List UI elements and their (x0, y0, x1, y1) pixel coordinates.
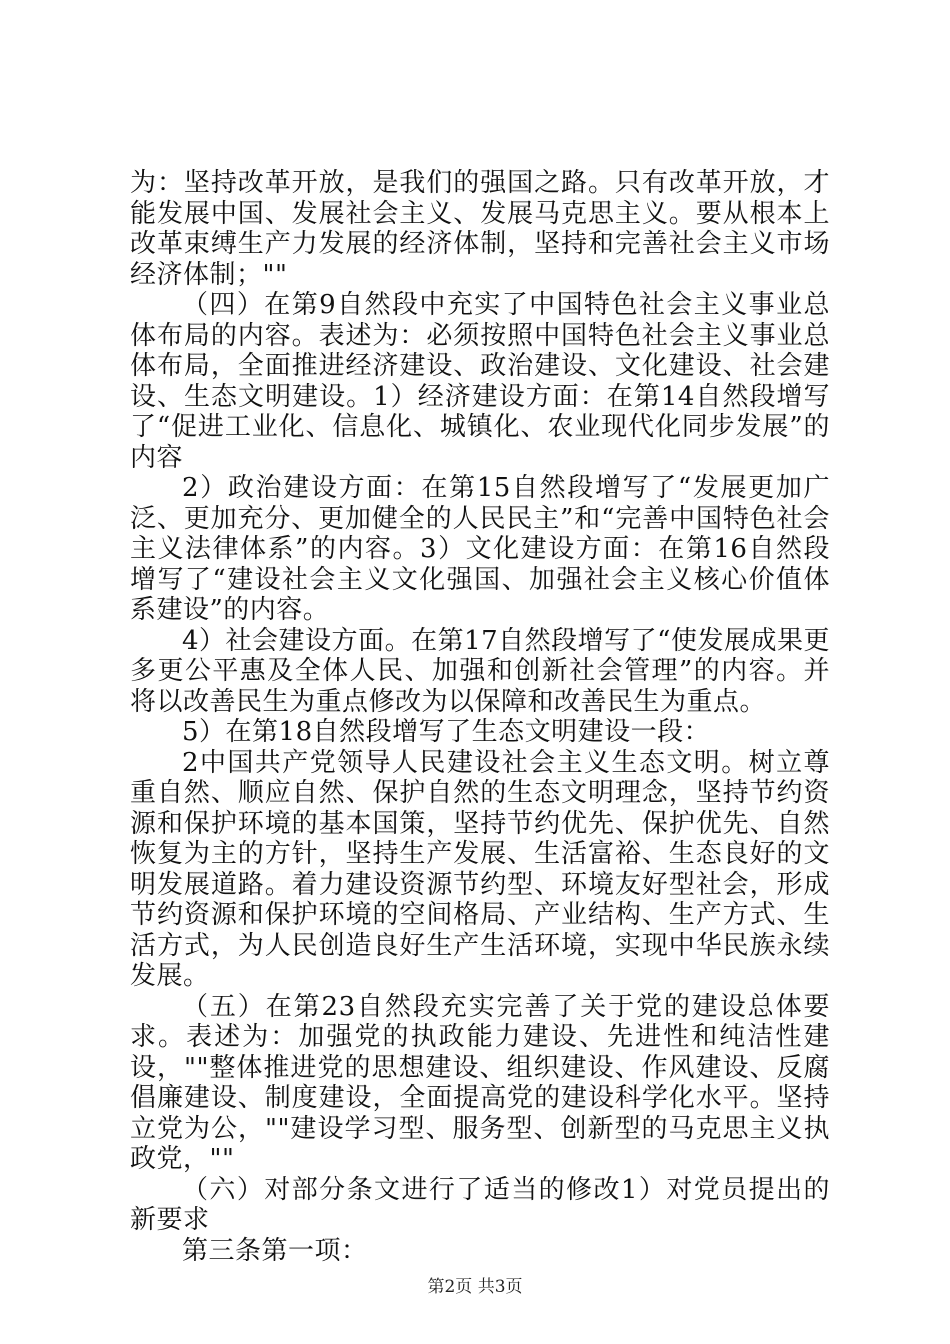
paragraph-section-six: （六）对部分条文进行了适当的修改1）对党员提出的新要求 (130, 1174, 830, 1235)
document-body (130, 168, 830, 1266)
paragraph-reform-opening: 为：坚持改革开放，是我们的强国之路。只有改革开放，才能发展中国、发展社会主义、发展马克思主义。要从根本上改革束缚生产力发展的经济体制，坚持和完善社会主义市场经济体制；"" (130, 168, 830, 290)
paragraph-ecological-intro: 5）在第18自然段增写了生态文明建设一段： (182, 717, 711, 747)
paragraph-political-cultural-building: 2）政治建设方面：在第15自然段增写了“发展更加广泛、更加充分、更加健全的人民民主”和“完善中国特色社会主义法律体系”的内容。3）文化建设方面：在第16自然段增写了“建设社会主义文化强国、加强社会主义核心价值体系建设”的内容。 (130, 473, 830, 625)
paragraph-social-building: 4）社会建设方面。在第17自然段增写了“使发展成果更多更公平惠及全体人民、加强和创新社会管理”的内容。并将以改善民生为重点修改为以保障和改善民生为重点。 (130, 625, 830, 717)
paragraph-ecological-civilization: 2中国共产党领导人民建设社会主义生态文明。树立尊重自然、顺应自然、保护自然的生态文明理念，坚持节约资源和保护环境的基本国策，坚持节约优先、保护优先、自然恢复为主的方针，坚持生产发展、生活富裕、生态良好的文明发展道路。着力建设资源节约型、环境友好型社会，形成节约资源和保护环境的空间格局、产业结构、生产方式、生活方式，为人民创造良好生产生活环境，实现中华民族永续发展。 (130, 747, 830, 991)
paragraph-article-three: 第三条第一项： (182, 1235, 368, 1266)
paragraph-section-five: （五）在第23自然段充实完善了关于党的建设总体要求。表述为：加强党的执政能力建设、先进性和纯洁性建设，""整体推进党的思想建设、组织建设、作风建设、反腐倡廉建设、制度建设，全面提高党的建设科学化水平。坚持立党为公，""建设学习型、服务型、创新型的马克思主义执政党，"" (130, 991, 830, 1174)
paragraph-section-four: （四）在第9自然段中充实了中国特色社会主义事业总体布局的内容。表述为：必须按照中国特色社会主义事业总体布局，全面推进经济建设、政治建设、文化建设、社会建设、生态文明建设。1）经济建设方面：在第14自然段增写了“促进工业化、信息化、城镇化、农业现代化同步发展”的内容 (130, 290, 830, 473)
page-number-footer: 第2页 共3页 (427, 1277, 523, 1297)
